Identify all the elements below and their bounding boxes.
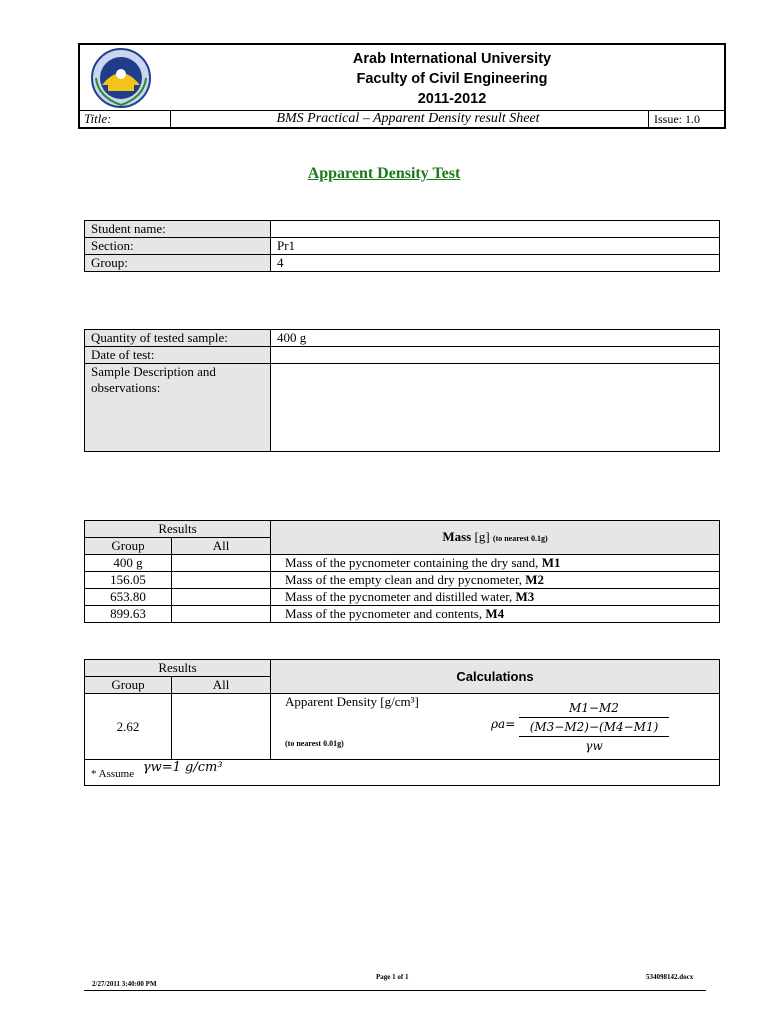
calculation-table — [84, 659, 720, 786]
group-value[interactable]: 156.05 — [85, 572, 172, 589]
mass-results-table — [84, 520, 720, 623]
density-label: Apparent Density [g/cm³] — [285, 694, 419, 709]
table-row — [85, 760, 720, 786]
density-formula — [491, 700, 671, 760]
formula-denominator: (M3−M2)−(M4−M1) — [529, 720, 659, 734]
mass-description — [271, 606, 720, 623]
assume-label: * Assume — [91, 768, 135, 780]
group-value[interactable]: 899.63 — [85, 606, 172, 623]
mass-precision-note: (to nearest 0.1g) — [492, 533, 548, 543]
assumption-cell — [85, 760, 720, 786]
description-text: Mass of the pycnometer containing the dry sand, — [285, 555, 539, 570]
group-value[interactable]: 4 — [271, 255, 720, 272]
university-logo-icon — [88, 47, 154, 109]
student-info-table — [84, 220, 720, 272]
document-header — [78, 43, 726, 129]
description-value[interactable] — [271, 364, 720, 452]
symbol: M4 — [485, 606, 505, 621]
page-title: Apparent Density Test — [307, 165, 461, 182]
symbol: M3 — [515, 589, 535, 604]
mass-header — [271, 521, 720, 555]
mass-description — [271, 589, 720, 606]
table-row — [85, 364, 720, 452]
fraction-bar — [519, 717, 669, 718]
description-label: Sample Description and observations: — [85, 364, 271, 452]
assume-expression: γw=1 g/cm³ — [142, 760, 223, 775]
all-value[interactable] — [172, 555, 271, 572]
all-header: All — [172, 538, 271, 555]
date-label: Date of test: — [85, 347, 271, 364]
fraction-bar — [519, 736, 669, 737]
faculty-name: Faculty of Civil Engineering — [356, 71, 548, 87]
description-text: Mass of the pycnometer and contents, — [285, 606, 483, 621]
title-label: Title: — [84, 111, 112, 126]
formula-numerator: M1−M2 — [569, 701, 619, 715]
sample-info-table — [84, 329, 720, 452]
table-row — [85, 572, 720, 589]
table-row — [85, 255, 720, 272]
footer-filename: 534098142.docx — [646, 973, 694, 981]
issue-number: Issue: 1.0 — [654, 112, 700, 126]
description-text: Mass of the pycnometer and distilled water, — [285, 589, 513, 604]
group-value[interactable]: 400 g — [85, 555, 172, 572]
table-row — [85, 330, 720, 347]
table-row — [85, 589, 720, 606]
density-all-value[interactable] — [172, 694, 271, 760]
header-top — [80, 45, 724, 111]
footer-datetime: 2/27/2011 3:40:00 PM — [92, 980, 157, 988]
density-precision-note: (to nearest 0.01g) — [285, 739, 344, 748]
mass-description — [271, 555, 720, 572]
sheet-title: BMS Practical – Apparent Density result Sheet — [276, 111, 540, 126]
table-row — [85, 660, 720, 677]
table-row — [85, 347, 720, 364]
density-formula-cell — [271, 694, 720, 760]
footer-divider — [84, 990, 706, 991]
quantity-label: Quantity of tested sample: — [85, 330, 271, 347]
formula-fraction — [519, 700, 669, 754]
header-title-block — [180, 49, 724, 109]
mass-description — [271, 572, 720, 589]
description-text: Mass of the empty clean and dry pycnometer, — [285, 572, 523, 587]
mass-header-label: Mass — [442, 528, 472, 544]
mass-unit: [g] — [474, 528, 490, 544]
group-header: Group — [85, 677, 172, 694]
symbol: M2 — [525, 572, 545, 587]
quantity-value[interactable]: 400 g — [271, 330, 720, 347]
symbol: M1 — [541, 555, 561, 570]
formula-gamma: γw — [585, 739, 603, 753]
university-name: Arab International University — [352, 51, 552, 67]
table-row — [85, 606, 720, 623]
all-value[interactable] — [172, 572, 271, 589]
group-label: Group: — [85, 255, 271, 272]
table-row — [85, 521, 720, 538]
student-name-value[interactable] — [271, 221, 720, 238]
all-header: All — [172, 677, 271, 694]
header-title-row — [80, 110, 724, 127]
results-header: Results — [85, 521, 271, 538]
calculations-header: Calculations — [271, 660, 720, 694]
table-row — [85, 238, 720, 255]
results-header: Results — [85, 660, 271, 677]
table-row — [85, 221, 720, 238]
footer-page-number: Page 1 of 1 — [376, 973, 409, 981]
table-row — [85, 555, 720, 572]
student-name-label: Student name: — [85, 221, 271, 238]
divider — [648, 111, 649, 127]
group-value[interactable]: 653.80 — [85, 589, 172, 606]
density-group-value[interactable]: 2.62 — [85, 694, 172, 760]
section-label: Section: — [85, 238, 271, 255]
section-value[interactable]: Pr1 — [271, 238, 720, 255]
group-header: Group — [85, 538, 172, 555]
all-value[interactable] — [172, 589, 271, 606]
date-value[interactable] — [271, 347, 720, 364]
formula-lhs: ρa= — [491, 717, 516, 731]
all-value[interactable] — [172, 606, 271, 623]
table-row — [85, 694, 720, 760]
academic-year: 2011-2012 — [417, 91, 487, 107]
